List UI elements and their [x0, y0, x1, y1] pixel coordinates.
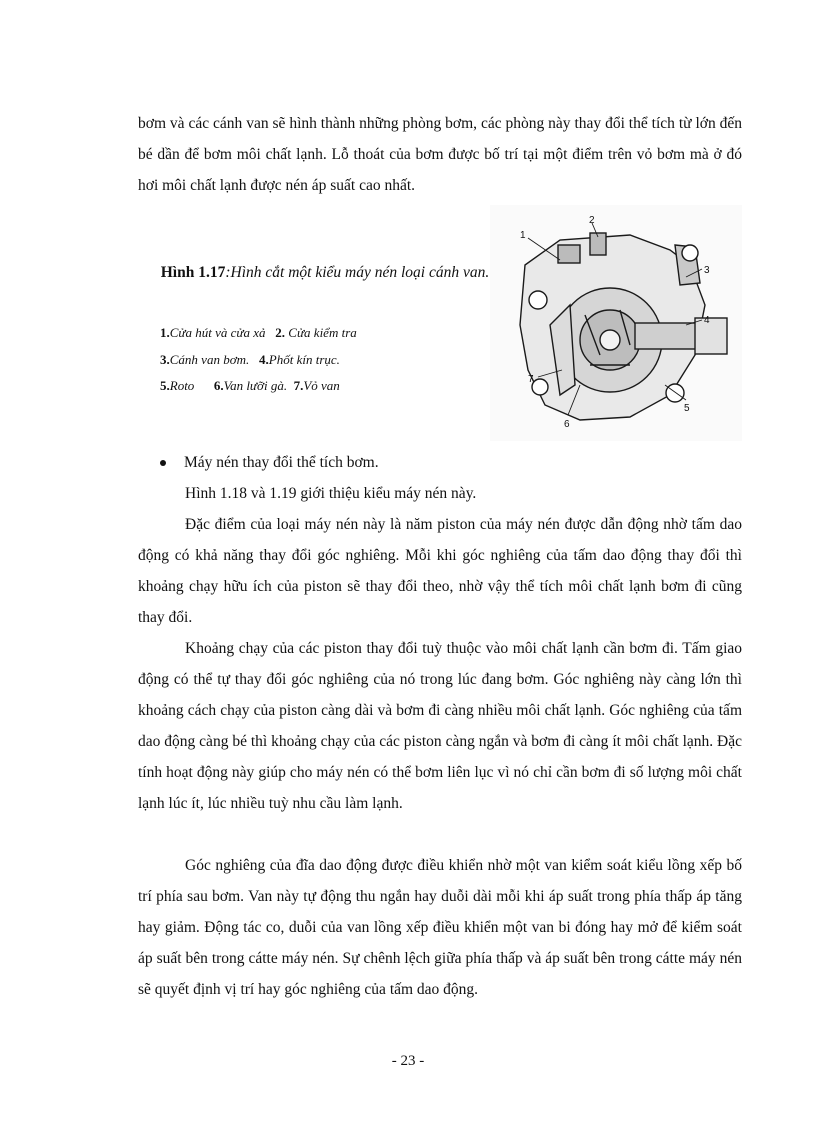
intro-paragraph: bơm và các cánh van sẽ hình thành những phòng bơm, các phòng này thay đổi thể tích từ lớn đến bé dần để bơm môi chất lạnh. Lỗ thoát của bơm được bố trí tại một điểm trên vỏ bơm mà ở đó hơi môi chất lạnh được nén áp suất cao nhất. [138, 115, 742, 194]
callout-2: 2 [589, 215, 595, 226]
legend-text: Phốt kín trục. [268, 352, 340, 367]
figure-title: :Hình cắt một kiểu máy nén loại cánh van. [225, 264, 490, 281]
legend-num: 3. [160, 352, 170, 367]
legend-text: Vỏ van [303, 378, 340, 393]
bullet-icon [160, 460, 166, 466]
figure-legend-line-3 [160, 377, 340, 395]
legend-text: Cánh van bơm. [169, 352, 250, 367]
callout-7: 7 [528, 374, 534, 385]
page-number: - 23 - [391, 1053, 425, 1069]
callout-1: 1 [520, 230, 526, 241]
compressor-cutaway-figure [490, 205, 742, 441]
legend-text: Van lưỡi gà. [223, 378, 288, 393]
paragraph-3: Khoảng chạy của các piston thay đổi tuỳ thuộc vào môi chất lạnh cần bơm đi. Tấm giao động có thể tự thay đổi góc nghiêng của nó trong lúc đang bơm. Góc nghiêng này càng lớn thì khoảng cách chạy của piston càng dài và bơm đi càng nhiều môi chất lạnh. Góc nghiêng của tấm dao động càng bé thì khoảng chạy của các piston càng ngắn và bơm đi càng ít môi chất lạnh. Đặc tính hoạt động này giúp cho máy nén có thể bơm liên lục vì nó chỉ cần bơm đi số lượng môi chất lạnh lúc ít, lúc nhiều tuỳ nhu cầu làm lạnh. [138, 640, 742, 812]
paragraph-1: Hình 1.18 và 1.19 giới thiệu kiểu máy nén này. [185, 485, 477, 502]
legend-num: 7. [293, 378, 304, 393]
paragraph-2: Đặc điểm của loại máy nén này là năm piston của máy nén được dẫn động nhờ tấm dao động có khả năng thay đổi góc nghiêng. Mỗi khi góc nghiêng của tấm dao động thay đổi thì khoảng chạy hữu ích của piston sẽ thay đổi theo, nhờ vậy thể tích môi chất lạnh bơm đi cũng thay đổi. [138, 516, 742, 626]
figure-caption [160, 258, 490, 288]
legend-num: 4. [259, 352, 269, 367]
legend-num: 2. [275, 325, 286, 340]
figure-label: Hình 1.17 [160, 264, 226, 281]
figure-legend-line-2 [160, 351, 340, 369]
bullet-item [160, 447, 379, 478]
bullet-text: Máy nén thay đổi thể tích bơm. [184, 454, 379, 471]
callout-4: 4 [704, 315, 710, 326]
callout-3: 3 [704, 265, 710, 276]
legend-num: 1. [160, 325, 170, 340]
legend-text: Roto [169, 378, 195, 393]
legend-num: 6. [213, 378, 224, 393]
paragraph-4: Góc nghiêng của đĩa dao động được điều khiển nhờ một van kiểm soát kiểu lồng xếp bố trí phía sau bơm. Van này tự động thu ngắn hay duỗi dài mỗi khi áp suất trong phía thấp áp tăng hay giảm. Động tác co, duỗi của van lồng xếp điều khiển một van bi đóng hay mở để kiểm soát áp suất bên trong cátte máy nén. Sự chênh lệch giữa phía thấp và áp suất bên trong cátte máy nén sẽ quyết định vị trí hay góc nghiêng của tấm dao động. [138, 857, 742, 998]
callout-5: 5 [684, 403, 690, 414]
callout-6: 6 [564, 419, 570, 430]
legend-text: Cửa hút và cửa xả [169, 325, 266, 340]
figure-legend-line-1 [160, 324, 357, 342]
legend-text: Cửa kiểm tra [285, 325, 357, 340]
legend-num: 5. [160, 378, 170, 393]
